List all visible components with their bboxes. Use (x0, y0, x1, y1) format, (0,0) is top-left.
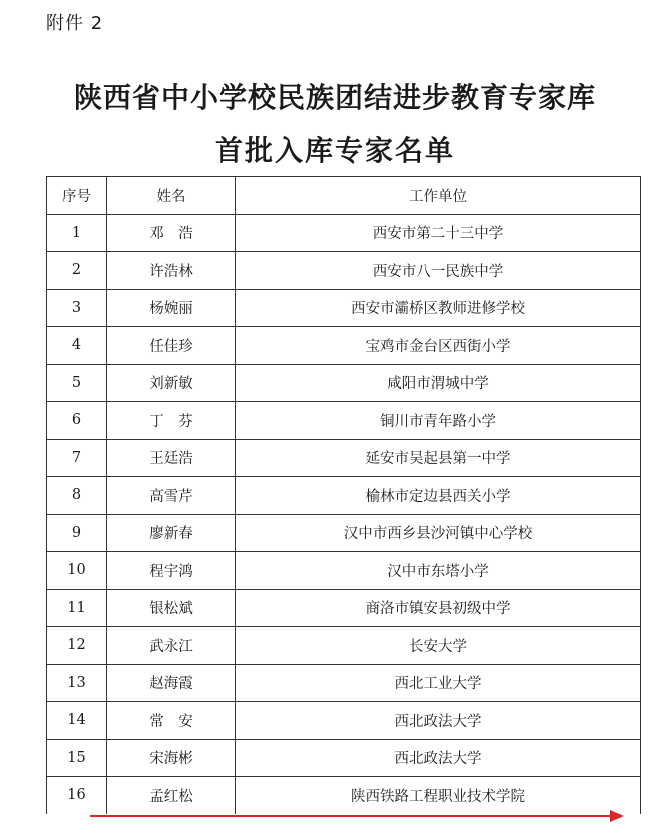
table-row (47, 589, 641, 627)
row-number: 7 (47, 439, 107, 477)
expert-list-table (46, 176, 641, 814)
table-row (47, 664, 641, 702)
row-name: 王廷浩 (107, 439, 236, 477)
row-number: 1 (47, 214, 107, 252)
row-work-unit: 汉中市东塔小学 (236, 552, 641, 590)
row-number: 15 (47, 739, 107, 777)
table-row (47, 327, 641, 365)
row-name: 刘新敏 (107, 364, 236, 402)
row-work-unit: 榆林市定边县西关小学 (236, 477, 641, 515)
row-number: 12 (47, 627, 107, 665)
table-header-row (47, 177, 641, 215)
table-row (47, 739, 641, 777)
row-number: 9 (47, 514, 107, 552)
row-name: 许浩林 (107, 252, 236, 290)
row-work-unit: 汉中市西乡县沙河镇中心学校 (236, 514, 641, 552)
row-work-unit: 宝鸡市金台区西街小学 (236, 327, 641, 365)
row-name: 赵海霞 (107, 664, 236, 702)
row-name: 程宇鸿 (107, 552, 236, 590)
table-row (47, 552, 641, 590)
row-name: 杨婉丽 (107, 289, 236, 327)
row-work-unit: 西北工业大学 (236, 664, 641, 702)
row-work-unit: 西北政法大学 (236, 702, 641, 740)
row-number: 4 (47, 327, 107, 365)
document-subtitle: 首批入库专家名单 (214, 134, 455, 167)
row-number: 2 (47, 252, 107, 290)
attachment-label: 附件 2 (46, 13, 104, 34)
red-arrow-annotation (90, 806, 630, 826)
row-name: 丁 芬 (107, 402, 236, 440)
document-title: 陕西省中小学校民族团结进步教育专家库 (73, 81, 596, 114)
row-name: 孟红松 (107, 777, 236, 814)
table-row (47, 514, 641, 552)
row-name: 高雪芹 (107, 477, 236, 515)
header-name: 姓名 (107, 177, 236, 215)
table-row (47, 627, 641, 665)
row-number: 3 (47, 289, 107, 327)
table-row (47, 402, 641, 440)
header-work-unit: 工作单位 (236, 177, 641, 215)
row-number: 6 (47, 402, 107, 440)
row-work-unit: 西安市八一民族中学 (236, 252, 641, 290)
row-work-unit: 西安市第二十三中学 (236, 214, 641, 252)
table-row (47, 364, 641, 402)
row-work-unit: 长安大学 (236, 627, 641, 665)
row-work-unit: 延安市吴起县第一中学 (236, 439, 641, 477)
row-name: 银松斌 (107, 589, 236, 627)
row-work-unit: 铜川市青年路小学 (236, 402, 641, 440)
table-row (47, 702, 641, 740)
row-number: 10 (47, 552, 107, 590)
header-number: 序号 (47, 177, 107, 215)
row-number: 5 (47, 364, 107, 402)
row-name: 宋海彬 (107, 739, 236, 777)
row-work-unit: 咸阳市渭城中学 (236, 364, 641, 402)
row-work-unit: 西北政法大学 (236, 739, 641, 777)
row-name: 武永江 (107, 627, 236, 665)
table-row (47, 214, 641, 252)
row-work-unit: 西安市灞桥区教师进修学校 (236, 289, 641, 327)
row-name: 邓 浩 (107, 214, 236, 252)
table-row (47, 477, 641, 515)
row-number: 16 (47, 777, 107, 814)
arrow-head (610, 810, 624, 822)
row-number: 8 (47, 477, 107, 515)
table-row (47, 252, 641, 290)
row-name: 廖新春 (107, 514, 236, 552)
row-work-unit: 陕西铁路工程职业技术学院 (236, 777, 641, 814)
row-name: 常 安 (107, 702, 236, 740)
row-name: 任佳珍 (107, 327, 236, 365)
row-number: 13 (47, 664, 107, 702)
row-number: 14 (47, 702, 107, 740)
table-row (47, 289, 641, 327)
row-work-unit: 商洛市镇安县初级中学 (236, 589, 641, 627)
row-number: 11 (47, 589, 107, 627)
table-row (47, 439, 641, 477)
